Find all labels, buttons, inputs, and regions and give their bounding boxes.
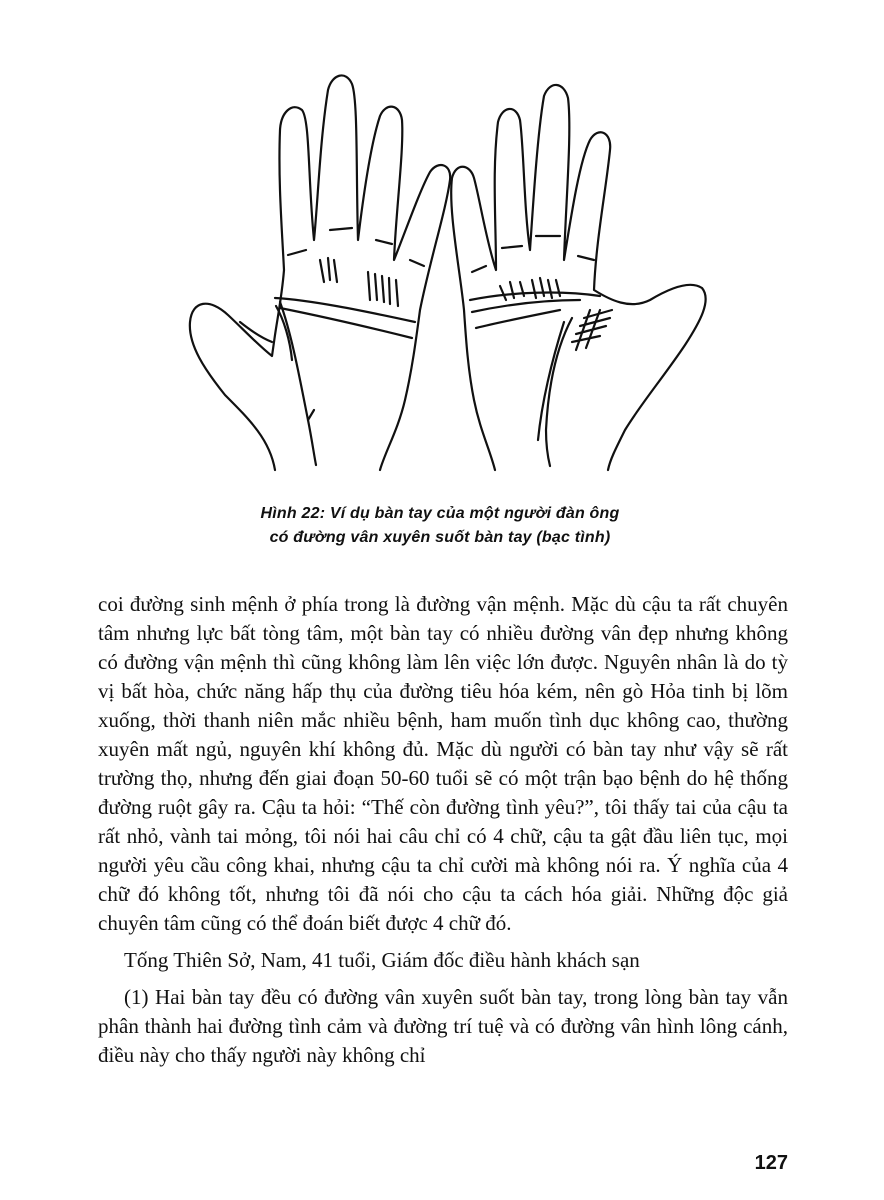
palm-illustration <box>180 60 720 480</box>
figure-caption <box>140 502 740 550</box>
page-number: 127 <box>754 1152 788 1174</box>
caption-line-1: Hình 22: Ví dụ bàn tay của một người đàn ông <box>260 505 620 522</box>
paragraph-1: coi đường sinh mệnh ở phía trong là đường vận mệnh. Mặc dù cậu ta rất chuyên tâm nhưng lực bất tòng tâm, một bàn tay có nhiều đường vân đẹp nhưng không có đường vận mệnh thì cũng không làm lên việc lớn được. Nguyên nhân là do tỳ vị bất hòa, chức năng hấp thụ của đường tiêu hóa kém, nên gò Hỏa tinh bị lõm xuống, thời thanh niên mắc nhiều bệnh, ham muốn tình dục không cao, thường xuyên mất ngủ, nguyên khí không đủ. Mặc dù người có bàn tay như vậy sẽ rất trường thọ, nhưng đến giai đoạn 50-60 tuổi sẽ có một trận bạo bệnh do hệ thống đường ruột gây ra. Cậu ta hỏi: “Thế còn đường tình yêu?”, tôi thấy tai của cậu ta rất nhỏ, vành tai mỏng, tôi nói hai câu chỉ có 4 chữ, cậu ta gật đầu liên tục, mọi người yêu cầu công khai, nhưng cậu ta chỉ cười mà không nói ra. Ý nghĩa của 4 chữ đó không tốt, nhưng tôi đã nói cho cậu ta cách hóa giải. Những độc giả chuyên tâm cũng có thể đoán biết được 4 chữ đó. <box>98 592 788 935</box>
body-text <box>98 590 788 1070</box>
left-hand <box>190 75 450 470</box>
caption-line-2: có đường vân xuyên suốt bàn tay (bạc tình) <box>269 529 611 546</box>
paragraph-3: (1) Hai bàn tay đều có đường vân xuyên suốt bàn tay, trong lòng bàn tay vẫn phân thành hai đường tình cảm và đường trí tuệ và có đường vân hình lông cánh, điều này cho thấy người này không chỉ <box>98 985 788 1067</box>
right-hand <box>451 85 705 470</box>
two-hands-drawing <box>180 60 720 480</box>
paragraph-2: Tống Thiên Sở, Nam, 41 tuổi, Giám đốc điều hành khách sạn <box>124 948 640 972</box>
